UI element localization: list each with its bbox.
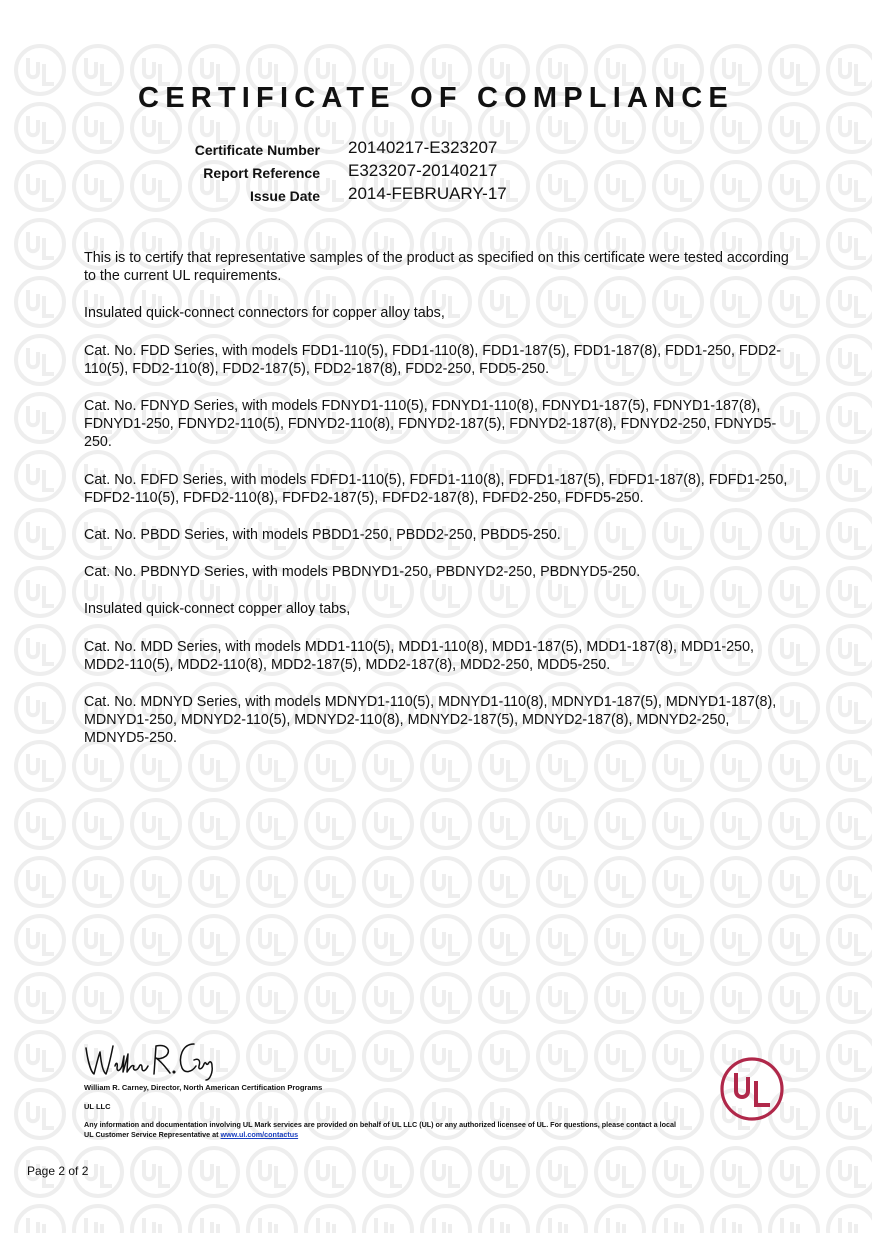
- watermark-ul-mark: [828, 568, 872, 616]
- watermark-ul-mark: [16, 974, 64, 1022]
- watermark-ul-mark: [16, 394, 64, 442]
- watermark-ul-mark: [480, 858, 528, 906]
- watermark-ul-mark: [364, 858, 412, 906]
- watermark-ul-mark: [190, 974, 238, 1022]
- watermark-ul-mark: [654, 1032, 702, 1080]
- certificate-number-label: Certificate Number: [194, 142, 320, 158]
- watermark-ul-mark: [654, 974, 702, 1022]
- watermark-ul-mark: [596, 858, 644, 906]
- watermark-ul-mark: [712, 916, 760, 964]
- watermark-ul-mark: [422, 1206, 470, 1233]
- certification-statement: This is to certify that representative samples of the product as specified on this certificate were tested according to the current UL requirements.: [84, 250, 789, 285]
- watermark-ul-mark: [74, 974, 122, 1022]
- watermark-ul-mark: [828, 1148, 872, 1196]
- watermark-ul-mark: [132, 858, 180, 906]
- watermark-ul-mark: [712, 1206, 760, 1233]
- watermark-ul-mark: [16, 800, 64, 848]
- watermark-ul-mark: [306, 858, 354, 906]
- watermark-ul-mark: [828, 974, 872, 1022]
- signer-name-title: William R. Carney, Director, North American Certification Programs: [84, 1083, 323, 1092]
- watermark-ul-mark: [480, 974, 528, 1022]
- catalog-mdnyd-series: Cat. No. MDNYD Series, with models MDNYD1-110(5), MDNYD1-110(8), MDNYD1-187(5), MDNYD1-187(8), MDNYD1-250, MDNYD2-110(5), MDNYD2-110(8), MDNYD2-187(5), MDNYD2-187(8), MDNYD2-250, MDNYD5-250.: [84, 694, 777, 747]
- watermark-ul-mark: [828, 220, 872, 268]
- catalog-fdfd-series: Cat. No. FDFD Series, with models FDFD1-110(5), FDFD1-110(8), FDFD1-187(5), FDFD1-187(8), FDFD1-250, FDFD2-110(5), FDFD2-110(8), FDFD2-187(5), FDFD2-187(8), FDFD2-250, FDFD5-250.: [84, 471, 788, 506]
- watermark-ul-mark: [190, 1148, 238, 1196]
- watermark-ul-mark: [248, 1032, 296, 1080]
- watermark-ul-mark: [132, 974, 180, 1022]
- watermark-ul-mark: [364, 916, 412, 964]
- watermark-ul-mark: [538, 800, 586, 848]
- watermark-ul-mark: [16, 452, 64, 500]
- watermark-ul-mark: [16, 510, 64, 558]
- watermark-ul-mark: [828, 1032, 872, 1080]
- watermark-ul-mark: [16, 684, 64, 732]
- watermark-ul-mark: [16, 1206, 64, 1233]
- product-category-tabs: Insulated quick-connect copper alloy tabs,: [84, 601, 351, 618]
- handwritten-signature: [82, 1038, 222, 1082]
- watermark-ul-mark: [364, 974, 412, 1022]
- meta-row-issue-date: [0, 184, 872, 207]
- watermark-ul-mark: [480, 916, 528, 964]
- watermark-ul-mark: [364, 800, 412, 848]
- watermark-ul-mark: [74, 916, 122, 964]
- watermark-ul-mark: [248, 916, 296, 964]
- certificate-body: [84, 249, 796, 767]
- meta-row-certificate-number: [0, 138, 872, 161]
- watermark-ul-mark: [596, 1032, 644, 1080]
- watermark-ul-mark: [654, 800, 702, 848]
- page-number: Page 2 of 2: [27, 1164, 89, 1178]
- catalog-pbdd-series: Cat. No. PBDD Series, with models PBDD1-250, PBDD2-250, PBDD5-250.: [84, 527, 561, 544]
- watermark-ul-mark: [74, 800, 122, 848]
- watermark-ul-mark: [422, 974, 470, 1022]
- watermark-ul-mark: [654, 1148, 702, 1196]
- watermark-ul-mark: [770, 974, 818, 1022]
- certificate-meta: [0, 138, 872, 207]
- watermark-ul-mark: [828, 394, 872, 442]
- catalog-mdd-series: Cat. No. MDD Series, with models MDD1-110(5), MDD1-110(8), MDD1-187(5), MDD1-187(8), MDD1-250, MDD2-110(5), MDD2-110(8), MDD2-187(5), MDD2-187(8), MDD2-250, MDD5-250.: [84, 638, 755, 673]
- watermark-ul-mark: [248, 1148, 296, 1196]
- watermark-ul-mark: [16, 1090, 64, 1138]
- watermark-ul-mark: [828, 626, 872, 674]
- watermark-ul-mark: [422, 916, 470, 964]
- contact-us-link[interactable]: www.ul.com/contactus: [220, 1129, 299, 1139]
- watermark-ul-mark: [16, 220, 64, 268]
- watermark-ul-mark: [538, 1032, 586, 1080]
- watermark-ul-mark: [712, 800, 760, 848]
- watermark-ul-mark: [770, 1206, 818, 1233]
- watermark-ul-mark: [16, 278, 64, 326]
- watermark-ul-mark: [190, 916, 238, 964]
- disclaimer-text: Any information and documentation involving UL Mark services are provided on behalf of UL LLC (UL) or any authorized licensee of UL. For questions, please contact a local UL Customer Service Representative at: [84, 1120, 677, 1139]
- watermark-ul-mark: [306, 916, 354, 964]
- organization-name: UL LLC: [84, 1102, 111, 1111]
- watermark-ul-mark: [16, 742, 64, 790]
- catalog-pbdnyd-series: Cat. No. PBDNYD Series, with models PBDNYD1-250, PBDNYD2-250, PBDNYD5-250.: [84, 564, 641, 581]
- watermark-ul-mark: [190, 1206, 238, 1233]
- watermark-ul-mark: [422, 1032, 470, 1080]
- watermark-ul-mark: [422, 1148, 470, 1196]
- watermark-ul-mark: [596, 1148, 644, 1196]
- watermark-ul-mark: [74, 1206, 122, 1233]
- watermark-ul-mark: [538, 858, 586, 906]
- report-reference-value: E323207-20140217: [348, 161, 498, 180]
- watermark-ul-mark: [596, 916, 644, 964]
- watermark-ul-mark: [654, 858, 702, 906]
- watermark-ul-mark: [422, 858, 470, 906]
- watermark-ul-mark: [538, 1206, 586, 1233]
- watermark-ul-mark: [16, 336, 64, 384]
- watermark-ul-mark: [132, 1206, 180, 1233]
- report-reference-label: Report Reference: [203, 165, 320, 181]
- watermark-ul-mark: [828, 452, 872, 500]
- catalog-fdnyd-series: Cat. No. FDNYD Series, with models FDNYD1-110(5), FDNYD1-110(8), FDNYD1-187(5), FDNYD1-187(8), FDNYD1-250, FDNYD2-110(5), FDNYD2-110(8), FDNYD2-187(5), FDNYD2-187(8), FDNYD2-250, FDNYD5-250.: [84, 398, 777, 451]
- watermark-ul-mark: [712, 1148, 760, 1196]
- watermark-ul-mark: [770, 1148, 818, 1196]
- watermark-ul-mark: [596, 1206, 644, 1233]
- watermark-ul-mark: [654, 1206, 702, 1233]
- watermark-ul-mark: [16, 916, 64, 964]
- watermark-ul-mark: [132, 1148, 180, 1196]
- watermark-ul-mark: [828, 684, 872, 732]
- watermark-ul-mark: [828, 800, 872, 848]
- meta-row-report-reference: [0, 161, 872, 184]
- watermark-ul-mark: [74, 858, 122, 906]
- watermark-ul-mark: [248, 858, 296, 906]
- certificate-title: CERTIFICATE OF COMPLIANCE: [138, 82, 734, 114]
- watermark-ul-mark: [828, 278, 872, 326]
- watermark-ul-mark: [132, 800, 180, 848]
- watermark-ul-mark: [364, 1206, 412, 1233]
- ul-logo: [720, 1057, 784, 1121]
- watermark-ul-mark: [480, 1148, 528, 1196]
- watermark-ul-mark: [190, 800, 238, 848]
- watermark-ul-mark: [828, 742, 872, 790]
- watermark-ul-mark: [190, 858, 238, 906]
- watermark-ul-mark: [770, 916, 818, 964]
- watermark-ul-mark: [16, 858, 64, 906]
- watermark-ul-mark: [538, 916, 586, 964]
- ul-disclaimer: [84, 1120, 684, 1139]
- watermark-ul-mark: [248, 800, 296, 848]
- watermark-ul-mark: [364, 1032, 412, 1080]
- watermark-ul-mark: [770, 858, 818, 906]
- watermark-ul-mark: [828, 858, 872, 906]
- watermark-ul-mark: [828, 1090, 872, 1138]
- issue-date-value: 2014-FEBRUARY-17: [348, 184, 507, 203]
- watermark-ul-mark: [480, 1032, 528, 1080]
- catalog-fdd-series: Cat. No. FDD Series, with models FDD1-110(5), FDD1-110(8), FDD1-187(5), FDD1-187(8), FDD1-250, FDD2-110(5), FDD2-110(8), FDD2-187(5), FDD2-187(8), FDD2-250, FDD5-250.: [84, 342, 782, 377]
- watermark-ul-mark: [16, 568, 64, 616]
- watermark-ul-mark: [306, 974, 354, 1022]
- watermark-ul-mark: [364, 1148, 412, 1196]
- product-category-connectors: Insulated quick-connect connectors for copper alloy tabs,: [84, 305, 445, 322]
- watermark-ul-mark: [712, 974, 760, 1022]
- watermark-ul-mark: [828, 336, 872, 384]
- watermark-ul-mark: [480, 1206, 528, 1233]
- watermark-ul-mark: [422, 800, 470, 848]
- watermark-ul-mark: [538, 1148, 586, 1196]
- watermark-ul-mark: [712, 858, 760, 906]
- watermark-ul-mark: [306, 800, 354, 848]
- watermark-ul-mark: [480, 800, 528, 848]
- watermark-ul-mark: [248, 1206, 296, 1233]
- certificate-number-value: 20140217-E323207: [348, 138, 498, 157]
- watermark-ul-mark: [16, 1032, 64, 1080]
- watermark-ul-mark: [596, 974, 644, 1022]
- watermark-ul-mark: [306, 1032, 354, 1080]
- watermark-ul-mark: [828, 1206, 872, 1233]
- watermark-ul-mark: [828, 916, 872, 964]
- watermark-ul-mark: [596, 800, 644, 848]
- watermark-ul-mark: [538, 974, 586, 1022]
- watermark-ul-mark: [16, 626, 64, 674]
- watermark-ul-mark: [770, 800, 818, 848]
- watermark-ul-mark: [828, 510, 872, 558]
- watermark-ul-mark: [306, 1148, 354, 1196]
- issue-date-label: Issue Date: [249, 188, 320, 204]
- watermark-ul-mark: [654, 916, 702, 964]
- watermark-ul-mark: [306, 1206, 354, 1233]
- watermark-ul-mark: [132, 916, 180, 964]
- watermark-ul-mark: [248, 974, 296, 1022]
